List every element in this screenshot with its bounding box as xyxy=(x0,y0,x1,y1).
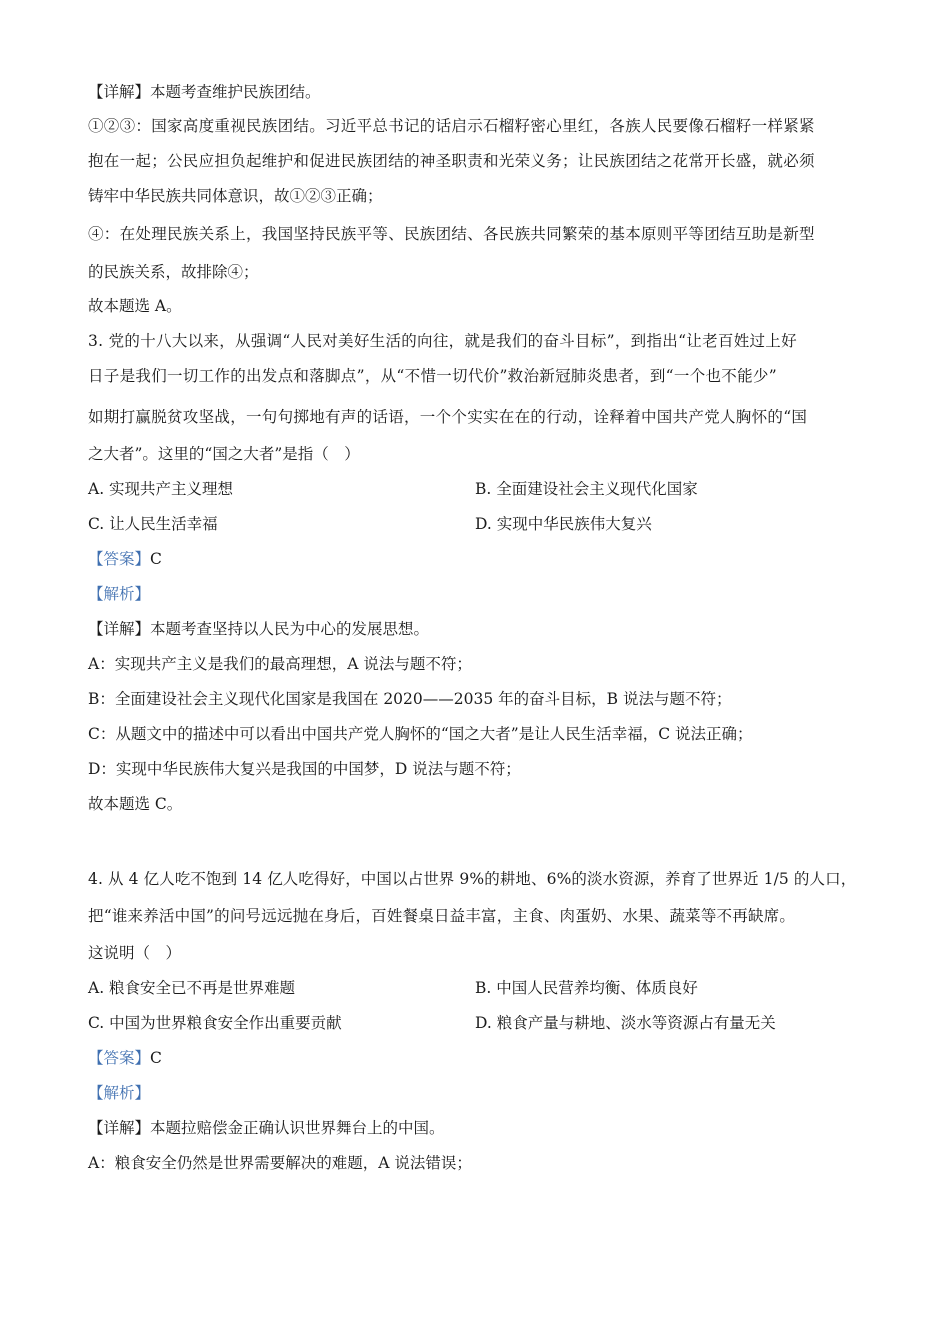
detail-heading: 【详解】本题考查维护民族团结。 xyxy=(88,83,321,101)
paragraph-line: ④：在处理民族关系上，我国坚持民族平等、民族团结、各民族共同繁荣的基本原则平等团结互助是新型 xyxy=(88,225,815,243)
question-3-stem: 之大者”。这里的“国之大者”是指（ ） xyxy=(88,445,360,463)
question-3-option-c: C. 让人民生活幸福 xyxy=(88,515,218,533)
question-3-stem: 3. 党的十八大以来，从强调“人民对美好生活的向往，就是我们的奋斗目标”，到指出“让老百姓过上好 xyxy=(88,332,797,350)
analysis-line: B：全面建设社会主义现代化国家是我国在 2020——2035 年的奋斗目标，B 说法与题不符； xyxy=(88,690,732,708)
conclusion-line: 故本题选 A。 xyxy=(88,297,182,315)
answer-line xyxy=(88,548,868,570)
answer-label: 【答案】 xyxy=(88,1049,151,1067)
question-4-option-b: B. 中国人民营养均衡、体质良好 xyxy=(475,979,698,997)
analysis-label: 【解析】 xyxy=(88,585,151,603)
question-3-option-a: A. 实现共产主义理想 xyxy=(88,480,234,498)
question-4-option-a: A. 粮食安全已不再是世界难题 xyxy=(88,979,296,997)
question-4-stem: 这说明（ ） xyxy=(88,944,182,962)
question-4-stem: 把“谁来养活中国”的问号远远抛在身后，百姓餐桌日益丰富，主食、肉蛋奶、水果、蔬菜等不再缺席。 xyxy=(88,907,796,925)
answer-value: C xyxy=(150,550,162,568)
paragraph-line: 抱在一起；公民应担负起维护和促进民族团结的神圣职责和光荣义务；让民族团结之花常开长盛，就必须 xyxy=(88,152,815,170)
paragraph-line: ①②③：国家高度重视民族团结。习近平总书记的话启示石榴籽密心里红，各族人民要像石榴籽一样紧紧 xyxy=(88,117,815,135)
detail-heading: 【详解】本题拉赔偿金正确认识世界舞台上的中国。 xyxy=(88,1119,445,1137)
answer-value: C xyxy=(150,1049,162,1067)
question-3-option-d: D. 实现中华民族伟大复兴 xyxy=(475,515,652,533)
question-4-option-c: C. 中国为世界粮食安全作出重要贡献 xyxy=(88,1014,342,1032)
analysis-line: D：实现中华民族伟大复兴是我国的中国梦，D 说法与题不符； xyxy=(88,760,521,778)
answer-label: 【答案】 xyxy=(88,550,151,568)
paragraph-line: 铸牢中华民族共同体意识，故①②③正确； xyxy=(88,187,383,205)
question-4-option-d: D. 粮食产量与耕地、淡水等资源占有量无关 xyxy=(475,1014,776,1032)
analysis-line: A：粮食安全仍然是世界需要解决的难题，A 说法错误； xyxy=(88,1154,472,1172)
paragraph-line: 的民族关系，故排除④； xyxy=(88,263,259,281)
question-4-stem: 4. 从 4 亿人吃不饱到 14 亿人吃得好，中国以占世界 9%的耕地、6%的淡水资源，养育了世界近 1/5 的人口， xyxy=(88,870,857,888)
question-3-option-b: B. 全面建设社会主义现代化国家 xyxy=(475,480,698,498)
analysis-label: 【解析】 xyxy=(88,1084,151,1102)
question-3-stem: 如期打赢脱贫攻坚战，一句句掷地有声的话语，一个个实实在在的行动，诠释着中国共产党人胸怀的“国 xyxy=(88,408,808,426)
analysis-line: C：从题文中的描述中可以看出中国共产党人胸怀的“国之大者”是让人民生活幸福，C 说法正确； xyxy=(88,725,753,743)
analysis-line: A：实现共产主义是我们的最高理想，A 说法与题不符； xyxy=(88,655,472,673)
question-3-stem: 日子是我们一切工作的出发点和落脚点”，从“不惜一切代价”救治新冠肺炎患者，到“一个也不能少” xyxy=(88,367,777,385)
conclusion-line: 故本题选 C。 xyxy=(88,795,183,813)
detail-heading: 【详解】本题考查坚持以人民为中心的发展思想。 xyxy=(88,620,430,638)
answer-line xyxy=(88,1047,868,1069)
